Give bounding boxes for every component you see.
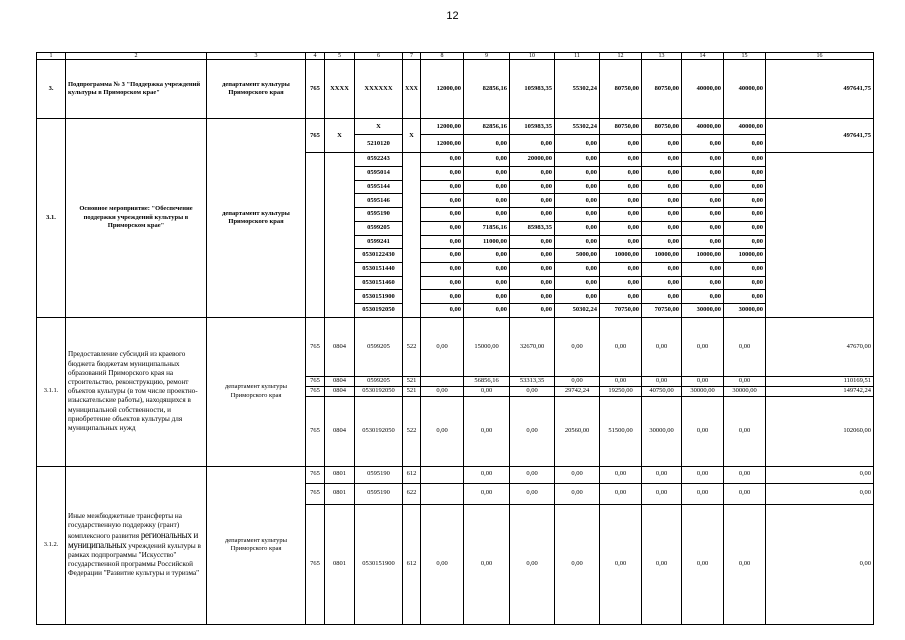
grbs-code: 765 (306, 483, 325, 504)
amount-cell: 0,00 (421, 180, 464, 194)
amount-cell: 30000,00 (682, 304, 724, 318)
amount-cell: 0,00 (510, 166, 555, 180)
amount-cell: 82856,16 (464, 119, 510, 135)
amount-cell: 10000,00 (682, 249, 724, 263)
amount-cell: 0,00 (421, 235, 464, 249)
amount-cell: 0,00 (421, 317, 464, 376)
amount-cell: 0,00 (510, 276, 555, 290)
total-cell: 497641,75 (766, 60, 874, 119)
column-number: 10 (510, 53, 555, 60)
amount-cell: 0,00 (682, 153, 724, 167)
rzpr-code: 0801 (325, 504, 355, 624)
rzpr-code: 0804 (325, 376, 355, 386)
amount-cell: 0,00 (555, 221, 600, 235)
csr-code: 0599205 (355, 317, 403, 376)
csr-code: 5210120 (355, 135, 403, 153)
amount-cell: 0,00 (724, 135, 766, 153)
column-number: 7 (403, 53, 421, 60)
amount-cell: 0,00 (724, 235, 766, 249)
grbs-code: 765 (306, 396, 325, 466)
csr-code: 0530151900 (355, 504, 403, 624)
amount-cell: 0,00 (464, 290, 510, 304)
amount-cell: 0,00 (464, 504, 510, 624)
amount-cell: 0,00 (555, 466, 600, 483)
column-number: 9 (464, 53, 510, 60)
measure-row (37, 466, 874, 483)
amount-cell: 0,00 (510, 396, 555, 466)
total-cell: 0,00 (766, 504, 874, 624)
amount-cell: 0,00 (600, 317, 642, 376)
rzpr-code: XXXX (325, 60, 355, 119)
amount-cell: 0,00 (421, 153, 464, 167)
rzpr-code: 0801 (325, 483, 355, 504)
amount-cell: 0,00 (724, 396, 766, 466)
department: департамент культуры Приморского края (207, 317, 306, 466)
row-number: 3.1.1. (37, 317, 66, 466)
total-empty (766, 153, 874, 318)
amount-cell: 0,00 (600, 166, 642, 180)
amount-cell: 0,00 (724, 317, 766, 376)
amount-cell: 0,00 (682, 376, 724, 386)
amount-cell: 10000,00 (642, 249, 682, 263)
amount-cell: 29742,24 (555, 386, 600, 396)
amount-cell: 0,00 (510, 386, 555, 396)
amount-cell: 0,00 (600, 483, 642, 504)
amount-cell: 0,00 (724, 262, 766, 276)
amount-cell: 0,00 (464, 135, 510, 153)
vr-code: XXX (403, 60, 421, 119)
amount-cell: 0,00 (682, 504, 724, 624)
amount-cell: 51500,00 (600, 396, 642, 466)
amount-cell: 55302,24 (555, 60, 600, 119)
amount-cell: 0,00 (642, 504, 682, 624)
amount-cell: 0,00 (464, 180, 510, 194)
total-cell: 0,00 (766, 466, 874, 483)
grbs-empty (306, 153, 325, 318)
amount-cell: 0,00 (682, 208, 724, 222)
amount-cell: 0,00 (642, 166, 682, 180)
amount-cell: 0,00 (642, 180, 682, 194)
total-cell: 110169,51 (766, 376, 874, 386)
measure-name-part: Иные межбюджетные трансферты на государственную поддержку (грант) комплексного развития (68, 512, 182, 540)
csr-code: 0595190 (355, 466, 403, 483)
csr-code: 0592243 (355, 153, 403, 167)
amount-cell: 53313,35 (510, 376, 555, 386)
rzpr-code: 0804 (325, 317, 355, 376)
vr-code: 522 (403, 317, 421, 376)
csr-code: 0530151460 (355, 276, 403, 290)
amount-cell: 0,00 (555, 290, 600, 304)
amount-cell: 0,00 (642, 290, 682, 304)
column-number: 11 (555, 53, 600, 60)
row-number: 3.1. (37, 119, 66, 317)
amount-cell: 85983,35 (510, 221, 555, 235)
amount-cell: 0,00 (421, 290, 464, 304)
amount-cell: 0,00 (724, 153, 766, 167)
amount-cell: 0,00 (510, 483, 555, 504)
csr-code: X (355, 119, 403, 135)
amount-cell: 0,00 (642, 235, 682, 249)
amount-cell: 0,00 (642, 276, 682, 290)
vr-code: X (403, 119, 421, 153)
total-cell: 102060,00 (766, 396, 874, 466)
amount-cell: 0,00 (642, 153, 682, 167)
amount-cell: 0,00 (464, 276, 510, 290)
vr-empty (403, 153, 421, 318)
amount-cell: 80750,00 (600, 119, 642, 135)
csr-code: 0595190 (355, 208, 403, 222)
grbs-code: 765 (306, 504, 325, 624)
column-number: 14 (682, 53, 724, 60)
amount-cell: 70750,00 (642, 304, 682, 318)
event-row (37, 119, 874, 135)
csr-code: 0595146 (355, 194, 403, 208)
page-number: 12 (446, 10, 459, 22)
amount-cell (421, 376, 464, 386)
amount-cell: 0,00 (724, 194, 766, 208)
total-cell: 497641,75 (766, 119, 874, 153)
amount-cell: 0,00 (555, 276, 600, 290)
csr-code: 0595190 (355, 483, 403, 504)
amount-cell: 0,00 (682, 194, 724, 208)
amount-cell: 50302,24 (555, 304, 600, 318)
amount-cell: 0,00 (682, 235, 724, 249)
column-number: 3 (207, 53, 306, 60)
column-number: 15 (724, 53, 766, 60)
rzpr-code: X (325, 119, 355, 153)
amount-cell: 0,00 (464, 249, 510, 263)
amount-cell: 10000,00 (600, 249, 642, 263)
amount-cell: 0,00 (421, 386, 464, 396)
amount-cell: 0,00 (724, 466, 766, 483)
grbs-code: 765 (306, 60, 325, 119)
header-row (37, 53, 874, 60)
amount-cell: 0,00 (600, 221, 642, 235)
amount-cell: 0,00 (421, 208, 464, 222)
amount-cell: 30000,00 (724, 304, 766, 318)
amount-cell: 0,00 (421, 194, 464, 208)
amount-cell: 15000,00 (464, 317, 510, 376)
amount-cell: 0,00 (642, 317, 682, 376)
amount-cell: 80750,00 (600, 60, 642, 119)
amount-cell: 12000,00 (421, 60, 464, 119)
amount-cell: 0,00 (464, 304, 510, 318)
department-cell (207, 119, 306, 317)
csr-code: 0530151900 (355, 290, 403, 304)
amount-cell: 0,00 (421, 396, 464, 466)
measure-name: Предоставление субсидий из краевого бюджета бюджетам муниципальных образований Приморского края на строительство, реконструкцию, ремонт объектов культуры (в том числе проектно-изыскательские работы), находящихся в муниципальной собственности, и приобретение объектов культуры для муниципальных нужд (66, 317, 207, 466)
amount-cell: 0,00 (682, 180, 724, 194)
rzpr-code: 0801 (325, 466, 355, 483)
vr-code: 522 (403, 396, 421, 466)
amount-cell: 0,00 (724, 221, 766, 235)
amount-cell: 40000,00 (682, 119, 724, 135)
amount-cell (421, 466, 464, 483)
amount-cell: 40000,00 (724, 60, 766, 119)
amount-cell: 0,00 (682, 135, 724, 153)
amount-cell: 40000,00 (682, 60, 724, 119)
vr-code: 521 (403, 376, 421, 386)
amount-cell: 0,00 (724, 208, 766, 222)
amount-cell: 0,00 (682, 221, 724, 235)
amount-cell: 0,00 (555, 180, 600, 194)
amount-cell: 0,00 (421, 304, 464, 318)
amount-cell: 0,00 (642, 376, 682, 386)
amount-cell: 0,00 (600, 235, 642, 249)
column-number: 2 (66, 53, 207, 60)
amount-cell: 0,00 (510, 208, 555, 222)
amount-cell: 0,00 (555, 317, 600, 376)
amount-cell: 0,00 (421, 166, 464, 180)
amount-cell: 0,00 (642, 208, 682, 222)
measure-name-part: региональных и муниципальных (68, 529, 199, 550)
total-cell: 47670,00 (766, 317, 874, 376)
amount-cell: 0,00 (642, 262, 682, 276)
amount-cell: 20560,00 (555, 396, 600, 466)
csr-code: XXXXXX (355, 60, 403, 119)
amount-cell: 0,00 (600, 276, 642, 290)
amount-cell: 0,00 (642, 194, 682, 208)
amount-cell: 0,00 (682, 483, 724, 504)
amount-cell: 0,00 (682, 466, 724, 483)
amount-cell: 0,00 (600, 194, 642, 208)
amount-cell: 40000,00 (724, 119, 766, 135)
vr-code: 521 (403, 386, 421, 396)
amount-cell: 0,00 (464, 208, 510, 222)
total-cell: 0,00 (766, 483, 874, 504)
rzpr-code: 0804 (325, 396, 355, 466)
measure-name-cell (66, 466, 207, 624)
amount-cell: 0,00 (724, 483, 766, 504)
csr-code: 0595014 (355, 166, 403, 180)
amount-cell: 0,00 (682, 262, 724, 276)
amount-cell: 0,00 (600, 262, 642, 276)
amount-cell: 0,00 (682, 166, 724, 180)
amount-cell: 105983,35 (510, 60, 555, 119)
amount-cell: 55302,24 (555, 119, 600, 135)
csr-code: 0599205 (355, 376, 403, 386)
csr-code: 0530192050 (355, 396, 403, 466)
department: департамент культуры Приморского края (207, 466, 306, 624)
amount-cell: 82856,16 (464, 60, 510, 119)
amount-cell: 0,00 (510, 304, 555, 318)
amount-cell: 0,00 (600, 153, 642, 167)
amount-cell: 0,00 (555, 262, 600, 276)
amount-cell: 0,00 (510, 180, 555, 194)
amount-cell: 0,00 (464, 153, 510, 167)
amount-cell: 0,00 (724, 276, 766, 290)
amount-cell: 0,00 (600, 466, 642, 483)
grbs-code: 765 (306, 317, 325, 376)
amount-cell: 0,00 (600, 504, 642, 624)
column-number: 8 (421, 53, 464, 60)
csr-code: 0595144 (355, 180, 403, 194)
amount-cell: 0,00 (464, 483, 510, 504)
measure-name-part: учреждений культуры в рамках подпрограммы "Искусство" государственной программы Российской Федерации "Развитие культуры и туризма" (68, 541, 201, 578)
amount-cell: 0,00 (464, 194, 510, 208)
amount-cell: 70750,00 (600, 304, 642, 318)
amount-cell: 0,00 (724, 290, 766, 304)
vr-code: 612 (403, 504, 421, 624)
csr-code: 0530122430 (355, 249, 403, 263)
column-number: 13 (642, 53, 682, 60)
amount-cell: 71856,16 (464, 221, 510, 235)
amount-cell: 0,00 (642, 483, 682, 504)
amount-cell: 0,00 (724, 504, 766, 624)
amount-cell: 0,00 (464, 166, 510, 180)
amount-cell: 0,00 (724, 180, 766, 194)
amount-cell: 12000,00 (421, 135, 464, 153)
amount-cell: 0,00 (642, 466, 682, 483)
amount-cell: 30000,00 (724, 386, 766, 396)
amount-cell: 5000,00 (555, 249, 600, 263)
amount-cell: 12000,00 (421, 119, 464, 135)
grbs-code: 765 (306, 119, 325, 153)
amount-cell: 0,00 (421, 276, 464, 290)
amount-cell: 0,00 (682, 290, 724, 304)
amount-cell: 10000,00 (724, 249, 766, 263)
amount-cell: 0,00 (555, 208, 600, 222)
amount-cell (421, 483, 464, 504)
amount-cell: 0,00 (724, 376, 766, 386)
amount-cell: 0,00 (510, 135, 555, 153)
amount-cell: 0,00 (510, 290, 555, 304)
budget-table (36, 52, 874, 625)
amount-cell: 80750,00 (642, 119, 682, 135)
subprogram-name: Подпрограмма № 3 "Поддержка учреждений культуры в Приморском крае" (66, 60, 207, 119)
row-number: 3.1.2. (37, 466, 66, 624)
amount-cell: 0,00 (682, 317, 724, 376)
amount-cell: 0,00 (600, 208, 642, 222)
csr-code: 0599241 (355, 235, 403, 249)
column-number: 5 (325, 53, 355, 60)
column-number: 6 (355, 53, 403, 60)
amount-cell: 0,00 (421, 221, 464, 235)
row-number: 3. (37, 60, 66, 119)
rzpr-code: 0804 (325, 386, 355, 396)
grbs-code: 765 (306, 466, 325, 483)
amount-cell: 0,00 (555, 504, 600, 624)
amount-cell: 56856,16 (464, 376, 510, 386)
csr-code: 0599205 (355, 221, 403, 235)
amount-cell: 0,00 (421, 249, 464, 263)
amount-cell: 20000,00 (510, 153, 555, 167)
amount-cell: 0,00 (510, 194, 555, 208)
csr-code: 0530192050 (355, 304, 403, 318)
amount-cell: 0,00 (421, 504, 464, 624)
amount-cell: 0,00 (555, 376, 600, 386)
amount-cell: 0,00 (555, 166, 600, 180)
amount-cell: 105983,35 (510, 119, 555, 135)
event-name: Основное мероприятие: "Обеспечение поддержки учреждений культуры в Приморском крае" (66, 119, 207, 317)
amount-cell: 0,00 (555, 153, 600, 167)
csr-code: 0530192050 (355, 386, 403, 396)
department: департамент культуры Приморского края (222, 209, 290, 226)
column-number: 4 (306, 53, 325, 60)
total-cell: 149742,24 (766, 386, 874, 396)
amount-cell: 0,00 (510, 262, 555, 276)
amount-cell: 0,00 (464, 262, 510, 276)
amount-cell: 0,00 (555, 483, 600, 504)
amount-cell: 0,00 (555, 135, 600, 153)
department: департамент культуры Приморского края (207, 60, 306, 119)
amount-cell: 0,00 (464, 466, 510, 483)
grbs-code: 765 (306, 376, 325, 386)
amount-cell: 0,00 (600, 180, 642, 194)
amount-cell: 0,00 (464, 396, 510, 466)
amount-cell: 0,00 (510, 504, 555, 624)
column-number: 12 (600, 53, 642, 60)
amount-cell: 32670,00 (510, 317, 555, 376)
amount-cell: 40750,00 (642, 386, 682, 396)
column-number: 16 (766, 53, 874, 60)
subprogram-row (37, 60, 874, 119)
amount-cell: 0,00 (510, 466, 555, 483)
column-number: 1 (37, 53, 66, 60)
vr-code: 612 (403, 466, 421, 483)
amount-cell: 11000,00 (464, 235, 510, 249)
amount-cell: 0,00 (600, 376, 642, 386)
amount-cell: 30000,00 (682, 386, 724, 396)
amount-cell: 0,00 (555, 235, 600, 249)
amount-cell: 19250,00 (600, 386, 642, 396)
amount-cell: 0,00 (642, 221, 682, 235)
amount-cell: 0,00 (724, 166, 766, 180)
amount-cell: 0,00 (510, 249, 555, 263)
amount-cell: 0,00 (510, 235, 555, 249)
measure-row (37, 317, 874, 376)
amount-cell: 0,00 (682, 276, 724, 290)
amount-cell: 0,00 (421, 262, 464, 276)
amount-cell: 80750,00 (642, 60, 682, 119)
rzpr-empty (325, 153, 355, 318)
csr-code: 0530151440 (355, 262, 403, 276)
amount-cell: 0,00 (464, 386, 510, 396)
amount-cell: 0,00 (600, 135, 642, 153)
amount-cell: 30000,00 (642, 396, 682, 466)
amount-cell: 0,00 (642, 135, 682, 153)
amount-cell: 0,00 (682, 396, 724, 466)
amount-cell: 0,00 (555, 194, 600, 208)
amount-cell: 0,00 (600, 290, 642, 304)
grbs-code: 765 (306, 386, 325, 396)
vr-code: 622 (403, 483, 421, 504)
